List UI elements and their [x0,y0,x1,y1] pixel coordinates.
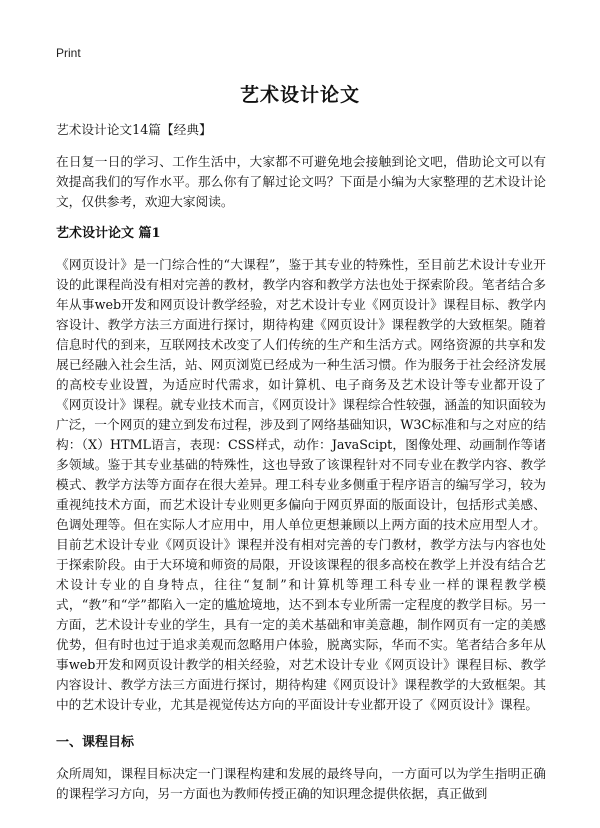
section-heading-2: 一、课程目标 [56,735,135,750]
article-body [56,120,546,816]
print-link[interactable]: Print [56,46,81,60]
intro-paragraph: 在日复一日的学习、工作生活中，大家都不可避免地会接触到论文吧，借助论文可以有效提高我们的写作水平。那么你有了解过论文吗？下面是小编为大家整理的艺术设计论文，仅供参考，欢迎大家阅读。 [56,154,546,209]
section-2-paragraph: 众所周知，课程目标决定一门课程构建和发展的最终导向，一方面可以为学生指明正确的课程学习方向，另一方面也为教师传授正确的知识理念提供依据，真正做到 [56,766,546,801]
article-subtitle: 艺术设计论文14篇【经典】 [56,122,212,137]
section-heading-1: 艺术设计论文 篇1 [56,226,161,241]
page-title: 艺术设计论文 [239,84,360,106]
section-1-paragraph: 《网页设计》是一门综合性的“大课程”，鉴于其专业的特殊性，至目前艺术设计专业开设的此课程尚没有相对完善的教材，教学内容和教学方法也处于探索阶段。笔者结合多年从事web开发和网页设计教学经验，对艺术设计专业《网页设计》课程目标、教学内容设计、教学方法三方面进行探讨，期待构建《网页设计》课程教学的大致框架。随着信息时代的到来，互联网技术改变了人们传统的生产和生活方式。网络资源的共享和发展已经融入社会生活，站、网页浏览已经成为一种生活习惯。作为服务于社会经济发展的高校专业设置，为适应时代需求，如计算机、电子商务及艺术设计等专业都开设了《网页设计》课程。就专业技术而言，《网页设计》课程综合性较强，涵盖的知识面较为广泛，一个网页的建立到发布过程，涉及到了网络基础知识，W3C标准和与之对应的结构：（X）HTML语言，表现：CSS样式，动作：JavaScipt，图像处理、动画制作等诸多领域。鉴于其专业基础的特殊性，这也导致了该课程针对不同专业在教学内容、教学模式、教学方法等方面存在很大差异。理工科专业多侧重于程序语言的编写学习，较为重视纯技术方面，而艺术设计专业则更多偏向于网页界面的版面设计，包括形式美感、色调处理等。但在实际人才应用中，用人单位更想兼顾以上两方面的技术应用型人才。目前艺术设计专业《网页设计》课程并没有相对完善的专门教材，教学方法与内容也处于探索阶段。由于大环境和师资的局限，开设该课程的很多高校在教学上并没有结合艺术设计专业的自身特点，往往“复制”和计算机等理工科专业一样的课程教学模式，“教”和“学”都陷入一定的尴尬境地，达不到本专业所需一定程度的教学目标。另一方面，艺术设计专业的学生，具有一定的美术基础和审美意趣，制作网页有一定的美感优势，但有时也过于追求美观而忽略用户体验，脱离实际，华而不实。笔者结合多年从事web开发和网页设计教学的相关经验，对艺术设计专业《网页设计》课程目标、教学内容设计、教学方法三方面进行探讨，期待构建《网页设计》课程教学的大致框架。其中的艺术设计专业，尤其是视觉传达方向的平面设计专业都开设了《网页设计》课程。 [56,257,546,712]
